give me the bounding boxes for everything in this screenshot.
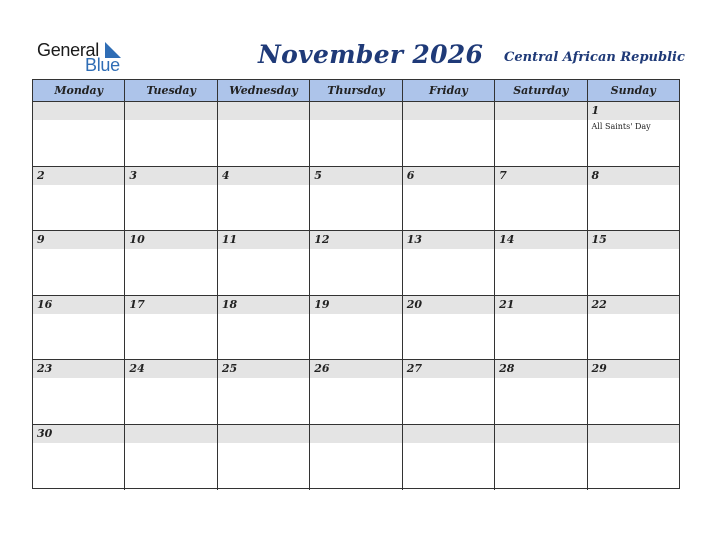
day-cell[interactable] — [218, 231, 310, 295]
weekday-header-wednesday: Wednesday — [218, 80, 310, 101]
day-cell[interactable] — [495, 425, 587, 490]
day-number: 20 — [406, 297, 422, 311]
day-header-band — [588, 102, 679, 120]
day-cell[interactable] — [218, 425, 310, 490]
day-number: 13 — [406, 233, 422, 247]
day-number: 24 — [129, 362, 145, 376]
day-header-band — [495, 167, 586, 185]
day-cell[interactable] — [310, 360, 402, 424]
day-cell[interactable] — [125, 167, 217, 231]
day-cell[interactable] — [33, 425, 125, 490]
day-cell[interactable] — [403, 296, 495, 360]
day-cell[interactable] — [403, 425, 495, 490]
weekday-header-thursday: Thursday — [310, 80, 402, 101]
day-cell[interactable] — [588, 167, 679, 231]
day-header-band — [588, 167, 679, 185]
day-cell[interactable] — [310, 425, 402, 490]
day-cell[interactable] — [218, 360, 310, 424]
weekday-header-saturday: Saturday — [495, 80, 587, 101]
weekday-header-row — [33, 80, 679, 102]
logo-word-general: General — [37, 40, 99, 60]
day-header-band — [33, 102, 124, 120]
day-number: 6 — [406, 168, 415, 182]
day-header-band — [218, 102, 309, 120]
day-number: 17 — [129, 297, 145, 311]
day-cell[interactable] — [33, 296, 125, 360]
day-cell[interactable] — [588, 360, 679, 424]
day-cell[interactable] — [403, 231, 495, 295]
day-header-band — [495, 102, 586, 120]
day-number: 29 — [591, 362, 607, 376]
weekday-header-tuesday: Tuesday — [125, 80, 217, 101]
day-number: 27 — [406, 362, 422, 376]
day-cell[interactable] — [33, 360, 125, 424]
day-header-band — [310, 102, 401, 120]
day-cell[interactable] — [218, 102, 310, 166]
day-header-band — [218, 167, 309, 185]
day-cell[interactable] — [33, 231, 125, 295]
page-title: November 2026 — [258, 40, 484, 69]
day-number: 2 — [37, 168, 45, 182]
day-number: 10 — [129, 233, 145, 247]
day-number: 12 — [314, 233, 330, 247]
day-cell[interactable] — [310, 102, 402, 166]
day-number: 25 — [221, 362, 238, 376]
day-number: 8 — [591, 168, 600, 182]
day-cell[interactable] — [125, 231, 217, 295]
day-cell[interactable] — [495, 167, 587, 231]
day-header-band — [588, 425, 679, 443]
day-number: 22 — [591, 297, 607, 311]
day-header-band — [125, 102, 216, 120]
day-cell[interactable] — [588, 296, 679, 360]
day-header-band — [403, 167, 494, 185]
calendar-grid — [32, 79, 680, 489]
day-cell[interactable] — [495, 360, 587, 424]
day-cell[interactable] — [125, 102, 217, 166]
day-header-band — [125, 425, 216, 443]
calendar-weeks — [33, 102, 679, 490]
day-header-band — [33, 231, 124, 249]
day-cell[interactable] — [218, 167, 310, 231]
calendar-week-row — [33, 102, 679, 167]
calendar-week-row — [33, 231, 679, 296]
day-number: 16 — [37, 297, 53, 311]
day-number: 14 — [499, 233, 515, 247]
day-header-band — [33, 167, 124, 185]
day-cell[interactable] — [495, 102, 587, 166]
day-header-band — [218, 425, 309, 443]
generalblue-logo — [37, 40, 127, 74]
day-cell[interactable] — [310, 231, 402, 295]
day-cell[interactable] — [125, 296, 217, 360]
day-cell[interactable] — [310, 167, 402, 231]
day-header-band — [310, 167, 401, 185]
calendar-week-row — [33, 296, 679, 361]
day-number: 5 — [314, 168, 322, 182]
logo-word-blue: Blue — [85, 55, 120, 75]
day-number: 28 — [499, 362, 515, 376]
day-number: 4 — [221, 168, 230, 182]
day-header-band — [403, 425, 494, 443]
day-cell[interactable] — [218, 296, 310, 360]
day-cell[interactable] — [495, 231, 587, 295]
day-cell[interactable] — [125, 425, 217, 490]
day-cell[interactable] — [403, 360, 495, 424]
day-number: 26 — [314, 362, 330, 376]
country-name: Central African Republic — [504, 50, 685, 65]
day-cell[interactable] — [588, 231, 679, 295]
day-header-band — [310, 425, 401, 443]
day-number: 30 — [37, 426, 53, 440]
day-number: 18 — [221, 297, 238, 311]
day-header-band — [125, 167, 216, 185]
day-number: 9 — [37, 233, 45, 247]
day-number: 1 — [591, 104, 600, 117]
calendar-week-row — [33, 425, 679, 490]
day-cell[interactable] — [403, 167, 495, 231]
day-number: 7 — [499, 168, 507, 182]
day-cell[interactable] — [588, 102, 679, 166]
day-cell[interactable] — [495, 296, 587, 360]
holiday-label: All Saints' Day — [591, 122, 651, 131]
day-number: 11 — [221, 233, 238, 247]
weekday-header-friday: Friday — [403, 80, 495, 101]
calendar-week-row — [33, 167, 679, 232]
day-header-band — [403, 102, 494, 120]
day-number: 3 — [129, 168, 138, 182]
day-cell[interactable] — [403, 102, 495, 166]
calendar-week-row — [33, 360, 679, 425]
day-cell[interactable] — [33, 167, 125, 231]
day-number: 19 — [314, 297, 330, 311]
weekday-header-sunday: Sunday — [610, 84, 656, 97]
day-cell[interactable] — [588, 425, 679, 490]
day-cell[interactable] — [310, 296, 402, 360]
day-header-band — [495, 425, 586, 443]
day-number: 21 — [499, 297, 515, 311]
day-cell[interactable] — [125, 360, 217, 424]
day-number: 23 — [37, 362, 53, 376]
day-number: 15 — [591, 233, 607, 247]
day-cell[interactable] — [33, 102, 125, 166]
weekday-header-monday: Monday — [33, 80, 125, 101]
